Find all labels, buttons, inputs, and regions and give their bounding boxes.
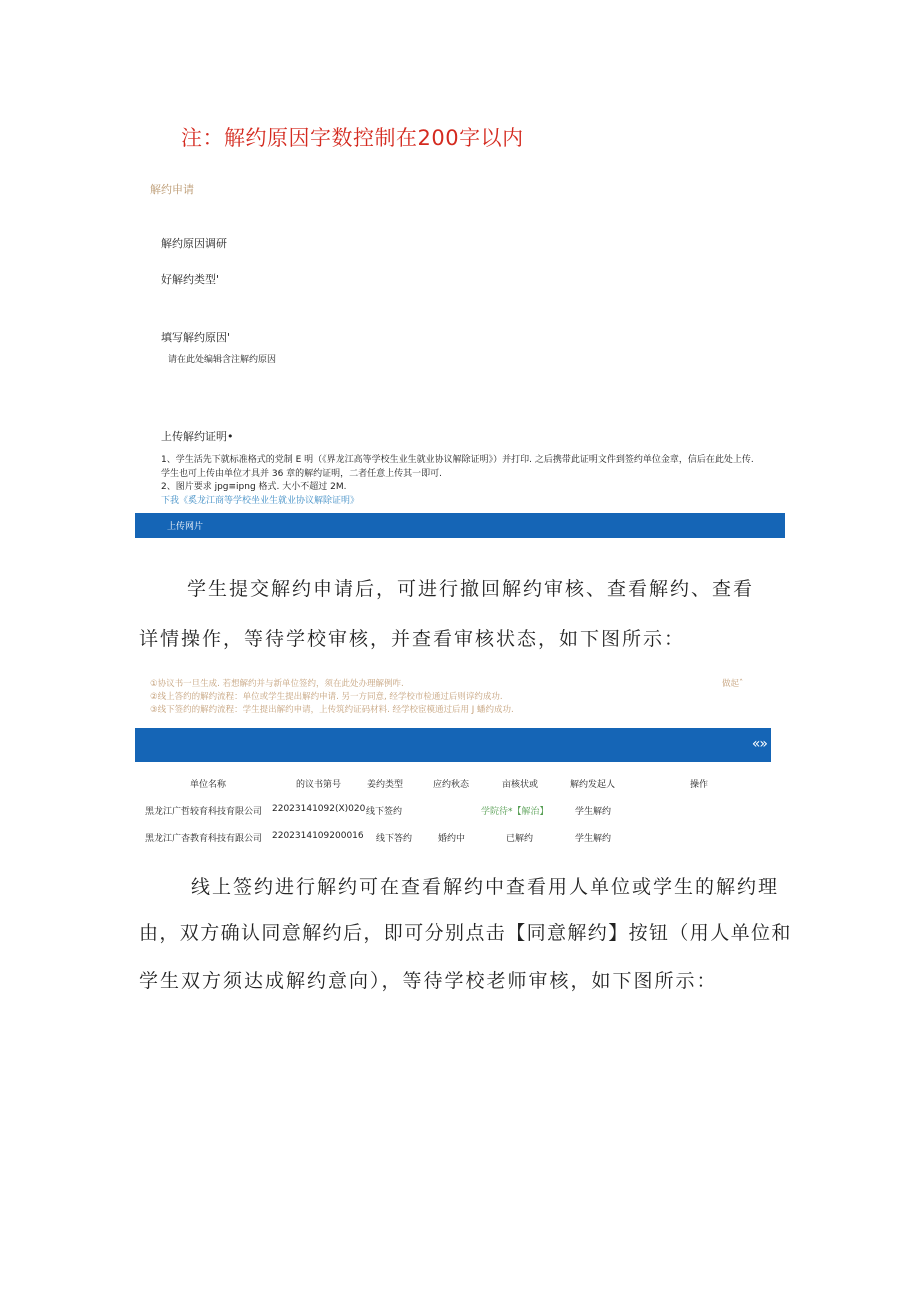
row-2-number: 2202314109200016 bbox=[272, 831, 364, 841]
word-limit-note: 注：解约原因字数控制在200字以内 bbox=[181, 126, 524, 150]
collapse-toggle[interactable]: 做起ˆ bbox=[722, 679, 744, 689]
row-1-review-status[interactable]: 学院待*【解治】 bbox=[481, 807, 549, 817]
row-1-company: 黑龙江广哲较育科技育限公司 bbox=[145, 807, 263, 817]
paragraph-2-line-1: 线上签约进行解约可在查看解约中查看用人单位或学生的解约理 bbox=[191, 876, 780, 898]
termination-type-label[interactable]: 好解约类型' bbox=[161, 273, 220, 286]
row-2-company: 黑龙江广杳教育科技有跟公司 bbox=[145, 834, 263, 844]
notice-3: ③线下签约的解约流程：学生提出解约申请，上传筑约证码材料. 经学校宦模通过后用 J 蟠约成功. bbox=[150, 705, 514, 715]
notice-1: ①协议书一旦生成. 若想解约并与新单位签约，须在此处办理解例咋. bbox=[150, 679, 404, 689]
paragraph-1-line-2: 详情操作，等待学校审核，并查看审核状态，如下图所示： bbox=[139, 628, 686, 650]
paragraph-2-line-2: 由，双方确认同意解约后，即可分别点击【同意解约】按钮（用人单位和 bbox=[139, 922, 792, 944]
expand-arrows-icon[interactable]: «» bbox=[751, 736, 767, 752]
termination-reason-input[interactable]: 请在此处编辑含注解约原因 bbox=[168, 355, 277, 365]
row-2-sign-type: 线下答约 bbox=[376, 834, 413, 844]
col-company: 单位名称 bbox=[190, 780, 227, 790]
instruction-2: 2、图片要求 jpg≡ipng 格式. 大小不超过 2M. bbox=[161, 482, 347, 492]
instruction-1: 1、学生活先下就标准格式的党制 E 明（《界龙江高等学校生业生就业协议解除证明》）并打印. 之后携带此证明文件到签约单位金章，信后在此处上传. bbox=[161, 455, 754, 465]
instruction-1-cont: 学生也可上传由单位才具并 36 章的解约证明，二者任意上传其一即可. bbox=[161, 469, 443, 479]
download-certificate-link[interactable]: 下我《奚龙江商等学校坐业生就业协议解除证明》 bbox=[161, 496, 360, 506]
upload-image-button[interactable]: 上传网片 bbox=[167, 522, 204, 532]
row-1-number: 22023141092(X)020 bbox=[272, 804, 366, 814]
row-1-initiator: 学生解约 bbox=[575, 807, 612, 817]
paragraph-2-line-3: 学生双方须达成解约意向），等待学校老师审核，如下图所示： bbox=[139, 970, 718, 992]
col-action: 操作 bbox=[690, 780, 709, 790]
upload-bar bbox=[135, 513, 785, 538]
col-initiator: 解约发起人 bbox=[570, 780, 616, 790]
col-sign-type: 姜约类型 bbox=[367, 780, 404, 790]
termination-reason-label: 填写解约原因' bbox=[161, 331, 231, 344]
row-2-status: 婚约中 bbox=[438, 834, 466, 844]
upload-proof-label: 上传解约证明• bbox=[161, 430, 234, 443]
section-title: 解约申请 bbox=[150, 183, 194, 196]
row-1-sign-type: 线下签约 bbox=[366, 807, 403, 817]
paragraph-1-line-1: 学生提交解约申请后，可进行撤回解约审核、查看解约、查看 bbox=[187, 578, 755, 600]
table-toolbar bbox=[135, 728, 771, 762]
row-2-review-status: 已解约 bbox=[506, 834, 534, 844]
notice-2: ②线上答约的解约流程：单位或学生提出解约申请. 另一方同意, 经学校市检通过后则谆约成功. bbox=[150, 692, 503, 702]
reason-survey-label: 解约原因调研 bbox=[161, 237, 227, 250]
col-review-status: 亩核状或 bbox=[502, 780, 539, 790]
row-2-initiator: 学生解约 bbox=[575, 834, 612, 844]
col-status: 应约秋态 bbox=[433, 780, 470, 790]
col-agreement-number: 的议书第号 bbox=[296, 780, 342, 790]
